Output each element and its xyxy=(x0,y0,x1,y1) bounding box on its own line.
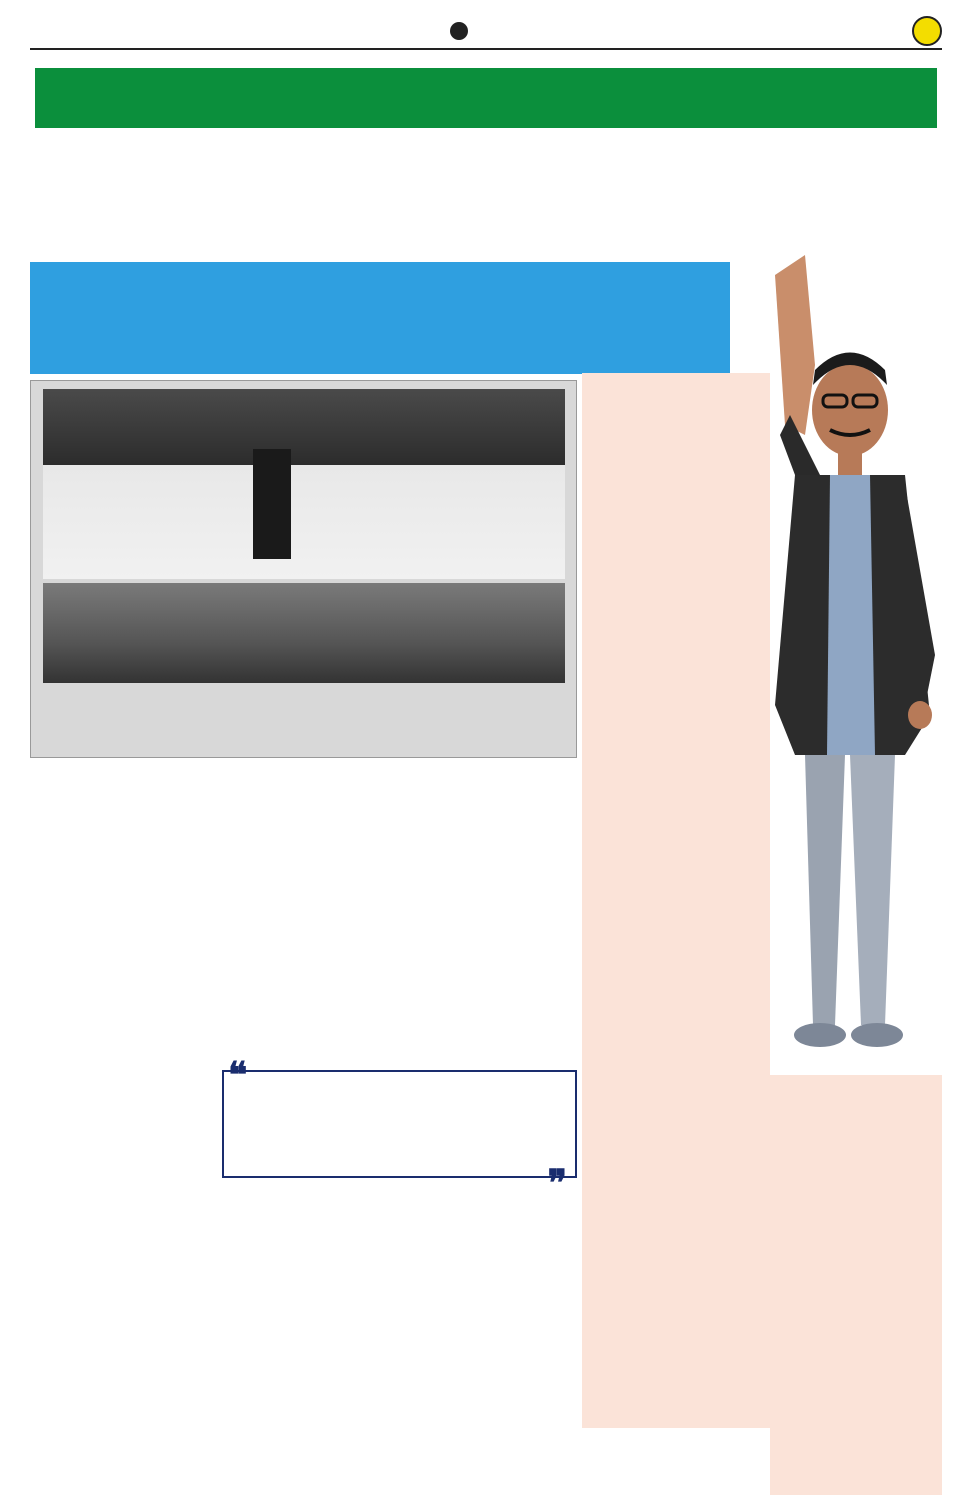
article-column-3 xyxy=(407,758,577,1068)
logo-icon xyxy=(450,22,468,40)
paper-logo xyxy=(450,22,474,41)
sub-headline-panel xyxy=(30,262,730,374)
masthead xyxy=(30,10,942,50)
portrait-illustration xyxy=(735,235,950,1075)
news-photo xyxy=(30,380,577,758)
interview-column-b xyxy=(770,1075,942,1495)
article-column-2-lower xyxy=(222,1185,397,1495)
chief-minister-portrait xyxy=(735,235,950,1075)
article-column-2 xyxy=(222,758,397,1068)
page-number xyxy=(912,16,942,46)
pull-quote xyxy=(222,1054,577,1204)
close-quote-icon: ❞ xyxy=(547,1161,567,1204)
main-headline xyxy=(18,165,954,245)
photo-podium-scene xyxy=(43,389,565,579)
article-column-3-lower xyxy=(407,1185,577,1495)
photo-press-cameras xyxy=(43,583,565,683)
article-column-1 xyxy=(42,758,212,1493)
podium xyxy=(253,449,291,559)
strap-headline xyxy=(35,68,937,128)
open-quote-icon: ❝ xyxy=(228,1054,248,1096)
